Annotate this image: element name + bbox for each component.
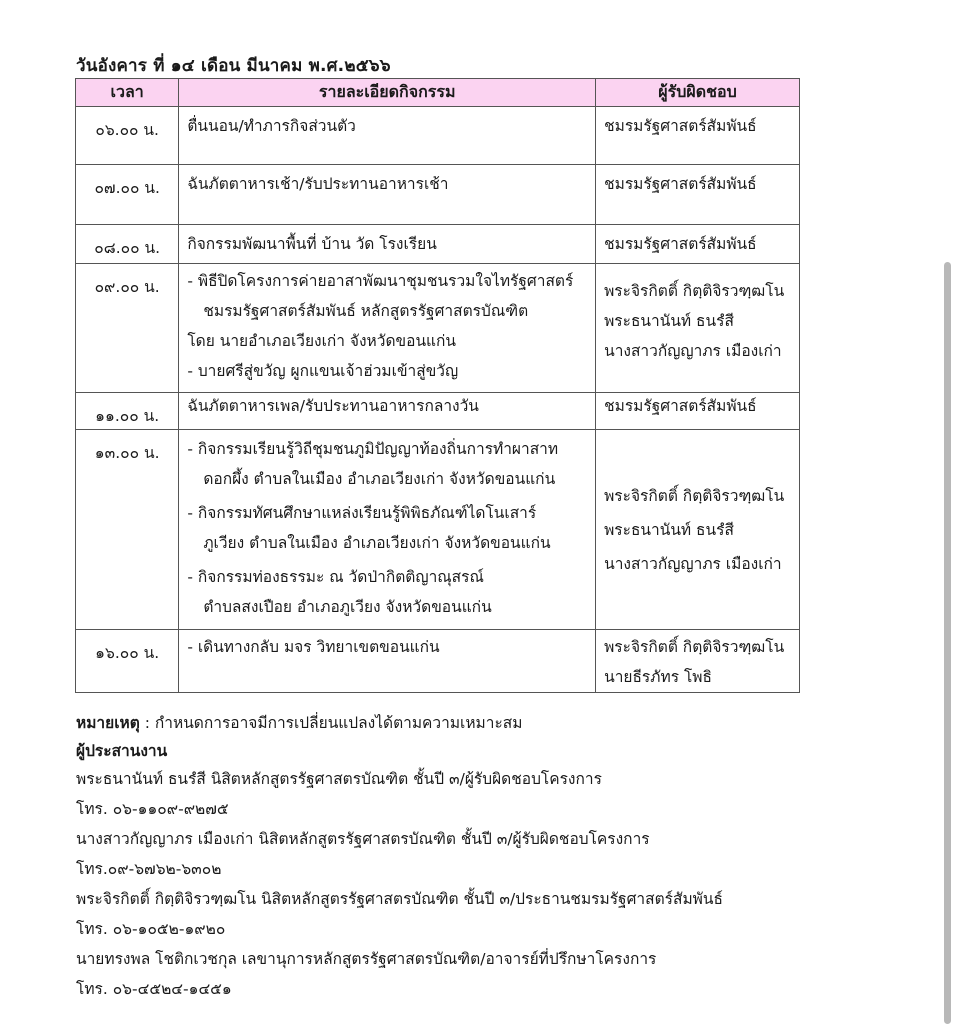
detail-line: ฉันภัตตาหารเช้า/รับประทานอาหารเช้า [187, 175, 449, 193]
detail-cell [179, 225, 596, 264]
responsible-line: นางสาวกัญญาภร เมืองเก่า [604, 554, 782, 573]
table-row [76, 264, 800, 393]
coordinator-phone: โทร. ๐๖-๑๐๕๒-๑๙๒๐ [76, 920, 226, 938]
scrollbar-thumb[interactable] [944, 262, 951, 1024]
coordinator-line: นางสาวกัญญาภร เมืองเก่า นิสิตหลักสูตรรัฐศาสตรบัณฑิต ชั้นปี ๓/ผู้รับผิดชอบโครงการ [76, 830, 650, 848]
detail-line: - กิจกรรมทัศนศึกษาแหล่งเรียนรู้พิพิธภัณฑ์ไดโนเสาร์ [187, 504, 537, 522]
time-cell: ๐๖.๐๐ น. [76, 107, 179, 165]
responsible-cell [596, 393, 800, 430]
detail-line: - กิจกรรมท่องธรรมะ ณ วัดป่ากิตติญาณุสรณ์ [187, 568, 484, 586]
responsible-line: นางสาวกัญญาภร เมืองเก่า [604, 342, 782, 360]
detail-line: ตำบลสงเปือย อำเภอภูเวียง จังหวัดขอนแก่น [203, 598, 492, 616]
responsible-cell [596, 165, 800, 225]
responsible-line: พระธนานันท์ ธนรํสี [604, 312, 734, 330]
responsible-line: ชมรมรัฐศาสตร์สัมพันธ์ [604, 397, 757, 415]
table-row [76, 107, 800, 165]
time-cell: ๐๘.๐๐ น. [76, 225, 179, 264]
responsible-line: พระจิรกิตติ์ กิตฺติจิรวฑฺฒโน [604, 638, 785, 656]
detail-cell [179, 393, 596, 430]
coordinator-line: พระธนานันท์ ธนรํสี นิสิตหลักสูตรรัฐศาสตรบัณฑิต ชั้นปี ๓/ผู้รับผิดชอบโครงการ [76, 770, 602, 788]
coordinator-phone: โทร.๐๙-๖๗๖๒-๖๓๐๒ [76, 860, 222, 878]
detail-line: - พิธีปิดโครงการค่ายอาสาพัฒนาชุมชนรวมใจไทรัฐศาสตร์ [187, 272, 574, 290]
responsible-line: ชมรมรัฐศาสตร์สัมพันธ์ [604, 175, 757, 193]
detail-line: ฉันภัตตาหารเพล/รับประทานอาหารกลางวัน [187, 397, 479, 415]
time-cell: ๑๓.๐๐ น. [76, 430, 179, 630]
responsible-line: นายธีรภัทร โพธิ [604, 668, 712, 686]
table-row [76, 225, 800, 264]
responsible-cell [596, 264, 800, 393]
note-text: : กำหนดการอาจมีการเปลี่ยนแปลงได้ตามความเหมาะสม [139, 714, 523, 732]
responsible-line: พระจิรกิตติ์ กิตฺติจิรวฑฺฒโน [604, 282, 785, 300]
responsible-line: พระธนานันท์ ธนรํสี [604, 520, 734, 539]
detail-cell [179, 430, 596, 630]
detail-line: ภูเวียง ตำบลในเมือง อำเภอเวียงเก่า จังหวัดขอนแก่น [203, 534, 551, 552]
time-cell: ๐๙.๐๐ น. [76, 264, 179, 393]
note-line [76, 708, 896, 738]
table-row [76, 165, 800, 225]
table-row [76, 430, 800, 630]
header-time: เวลา [76, 79, 179, 107]
time-cell: ๑๑.๐๐ น. [76, 393, 179, 430]
detail-line: ดอกผึ้ง ตำบลในเมือง อำเภอเวียงเก่า จังหวัดขอนแก่น [203, 470, 556, 488]
coordinator-line: พระจิรกิตติ์ กิตฺติจิรวฑฺฒโน นิสิตหลักสูตรรัฐศาสตรบัณฑิต ชั้นปี ๓/ประธานชมรมรัฐศาสตร์สัมพันธ์ [76, 890, 723, 908]
responsible-cell [596, 225, 800, 264]
notes-section [76, 708, 896, 1004]
responsible-cell [596, 107, 800, 165]
header-detail: รายละเอียดกิจกรรม [179, 79, 596, 107]
coordinator-phone: โทร. ๐๖-๑๑๐๙-๙๒๗๕ [76, 800, 229, 818]
coordinator-phone: โทร. ๐๖-๔๕๒๔-๑๔๕๑ [76, 980, 232, 998]
detail-line: ตื่นนอน/ทำภารกิจส่วนตัว [187, 117, 356, 135]
responsible-cell [596, 430, 800, 630]
table-row [76, 393, 800, 430]
responsible-line: พระจิรกิตติ์ กิตฺติจิรวฑฺฒโน [604, 486, 785, 505]
detail-cell [179, 264, 596, 393]
table-header-row [76, 79, 800, 107]
time-cell: ๑๖.๐๐ น. [76, 630, 179, 693]
detail-cell [179, 107, 596, 165]
detail-line: - เดินทางกลับ มจร วิทยาเขตขอนแก่น [187, 638, 440, 656]
header-responsible: ผู้รับผิดชอบ [596, 79, 800, 107]
schedule-table [75, 78, 800, 693]
table-row [76, 630, 800, 693]
detail-cell [179, 630, 596, 693]
detail-line: - บายศรีสู่ขวัญ ผูกแขนเจ้าฮ่วมเข้าสู่ขวัญ [187, 362, 459, 380]
date-heading: วันอังคาร ที่ ๑๔ เดือน มีนาคม พ.ศ.๒๕๖๖ [76, 56, 391, 76]
detail-line: กิจกรรมพัฒนาพื้นที่ บ้าน วัด โรงเรียน [187, 235, 437, 253]
responsible-cell [596, 630, 800, 693]
coordinator-line: นายทรงพล โชติกเวชกุล เลขานุการหลักสูตรรัฐศาสตรบัณฑิต/อาจารย์ที่ปรึกษาโครงการ [76, 950, 657, 968]
time-cell: ๐๗.๐๐ น. [76, 165, 179, 225]
responsible-line: ชมรมรัฐศาสตร์สัมพันธ์ [604, 235, 757, 253]
detail-line: ชมรมรัฐศาสตร์สัมพันธ์ หลักสูตรรัฐศาสตรบัณฑิต [203, 302, 529, 320]
note-label: หมายเหตุ [76, 714, 140, 732]
detail-cell [179, 165, 596, 225]
detail-line: - กิจกรรมเรียนรู้วิถีชุมชนภูมิปัญญาท้องถิ่นการทำผาสาท [187, 440, 559, 458]
responsible-line: ชมรมรัฐศาสตร์สัมพันธ์ [604, 117, 757, 135]
coordinators-heading: ผู้ประสานงาน [76, 742, 168, 760]
detail-line: โดย นายอำเภอเวียงเก่า จังหวัดขอนแก่น [187, 332, 457, 350]
